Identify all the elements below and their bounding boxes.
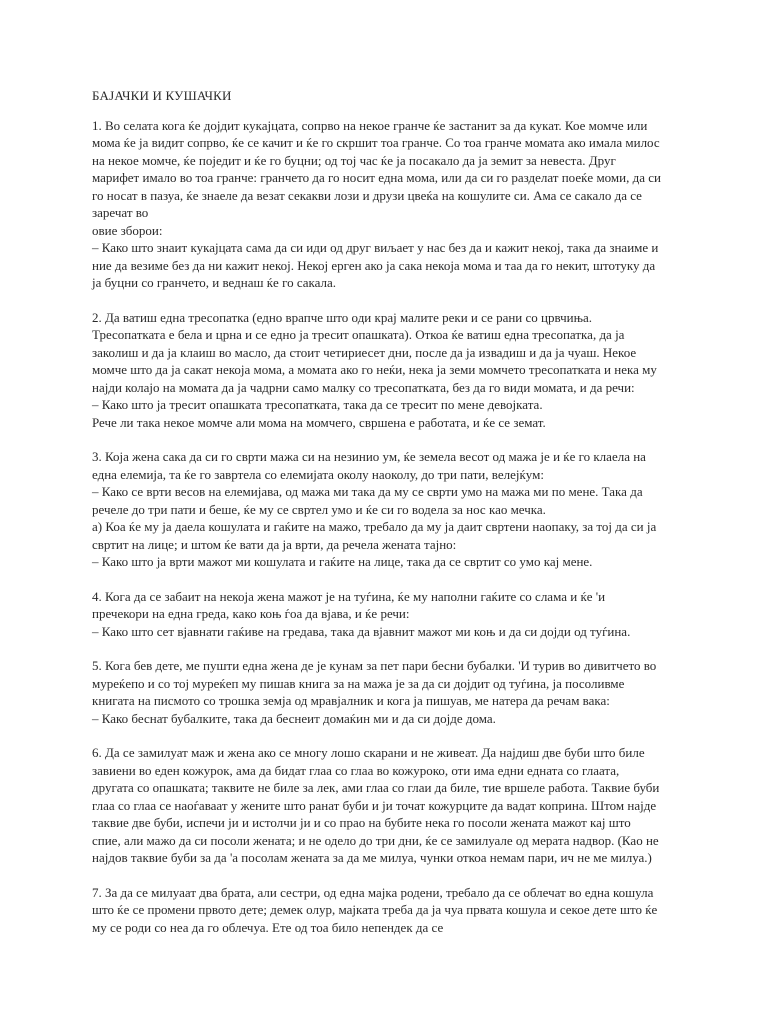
paragraph-3: 3. Која жена сака да си го сврти мажа си на незинио ум, ќе земела весот од мажа је и ќе го клаела на една елемија, та ќе го завртела со елемијата околу наоколу, до три пати, велејќум: – Како се врти весов на елемијава, од мажа ми така да му се сврти умо на мажа ми по мене. Така да речеле до три пати и беше, ќе му се свртел умо и ќе си го водела за нос као мечка. a) Коа ќе му ја даела кошулата и гаќите на мажо, требало да му ја даит свртени наопаку, за тој да си ја свртит на лице; и штом ќе вати да ја врти, да речела жената тајно: – Како што ја врти мажот ми кошулата и гаќите на лице, така да се свртит со умо кај мене. <box>92 449 657 569</box>
document-page <box>92 87 662 953</box>
paragraph-4: 4. Кога да се забаит на некоја жена мажот је на туѓина, ќе му наполни гаќите со слама и ќе 'и пречекори на една греда, како коњ ѓоа да вјава, и ќе речи: – Како што сет вјавнати гаќиве на гредава, така да вјавнит мажот ми коњ и да си дојди од туѓина. <box>92 588 631 639</box>
paragraph-7: 7. За да се милуаат два брата, али сестри, од една мајка родени, требало да се облечат во една кошула што ќе се промени првото дете; демек олур, мајката треба да ја чуа првата кошула и секое дете што ќе му се роди со неа да го облечуа. Ете од тоа било непендек да се <box>92 884 658 935</box>
paragraph-5: 5. Кога бев дете, ме пушти една жена де је кунам за пет пари бесни бубалки. 'И турив во дивитчето во муреќепо и со тој муреќеп му пишав книга за на мажа је за да си дојдит од туѓина, ја посоливме книгата на писмото со трошка земја од мравјалник и кога ја пишуав, ме натера да речам вака: – Како беснат бубалките, така да беснеит домаќин ми и да си дојде дома. <box>92 658 657 726</box>
paragraph-2: 2. Да ватиш една тресопатка (едно врапче што оди крај малите реки и се рани со црвчиња. Тресопатката е бела и црна и се едно ја тресит опашката). Откоа ќе ватиш една тресопатка, да ја заколиш и да ја клаиш во масло, да стоит четириесет дни, после да ја извадиш и да ја чуаш. Некое момче што да ја сакат некоја мома, а момата ако го неќи, нека ја земи момчето тресопатката и нека му најди колајо на момата да ја чадрни само малку со тресопатката, без да го види момата, и да речи: – Како што ја тресит опашката тресопатката, така да се тресит по мене девојката. Рече ли така некое момче али мома на момчего, свршена е работата, и ќе се земат. <box>92 309 657 430</box>
paragraph-6: 6. Да се замилуат маж и жена ако се многу лошо скарани и не живеат. Да најдиш две буби што биле завиени во еден кожурок, ама да бидат глаа со глаа во кожуроко, оти има едни едната со глаата, другата со опашката; таквите не биле за лек, ами глаа со глаи да биле, тие вршеле работа. Таквие буби глаа со глаа се наоѓаваат у жените што ранат буби и ји точат кожурците да вадат коприна. Штом најде таквие две буби, испечи ји и истолчи ји и со прао на бубите нека го посоли жената мажот кај што спие, али мажо да си посоли жената; и не одело до три дни, ќе се замилуале од мерата надвор. (Као не најдов таквие буби за да 'а посолам жената за да ме милуа, чунки откоа немам пари, ич не ме милуа.) <box>92 745 660 865</box>
paragraph-1: 1. Во селата кога ќе дојдит кукајцата, сопрво на некое гранче ќе застанит за да кукат. Кое момче или мома ќе ја видит сопрво, ќе се качит и ќе го скршит тоа гранче. Со тоа гранче момата ако имала милос на некое момче, ќе поједит и ќе го буцни; од тој час ќе ја посакало да ја земит за невеста. Друг марифет имало во тоа гранче: гранчето да го носит една мома, или да си го разделат поеќе моми, да си го носат в пазуа, ќе знаеле да везат секакви лози и друзи цвеќа на кошулите си. Ама се сакало да се заречат во овие зборои: – Како што знаит кукајцата сама да си иди од друг виљает у нас без да и кажит некој, така да знаиме и ние да везиме без да ни кажит некој. Некој ерген ако ја сака некоја мома и таа да го некит, штотуку да ја буцни со гранчето, и веднаш ќе го сакала. <box>92 117 661 290</box>
document-title: БАЈАЧКИ И КУШАЧКИ <box>92 88 232 103</box>
